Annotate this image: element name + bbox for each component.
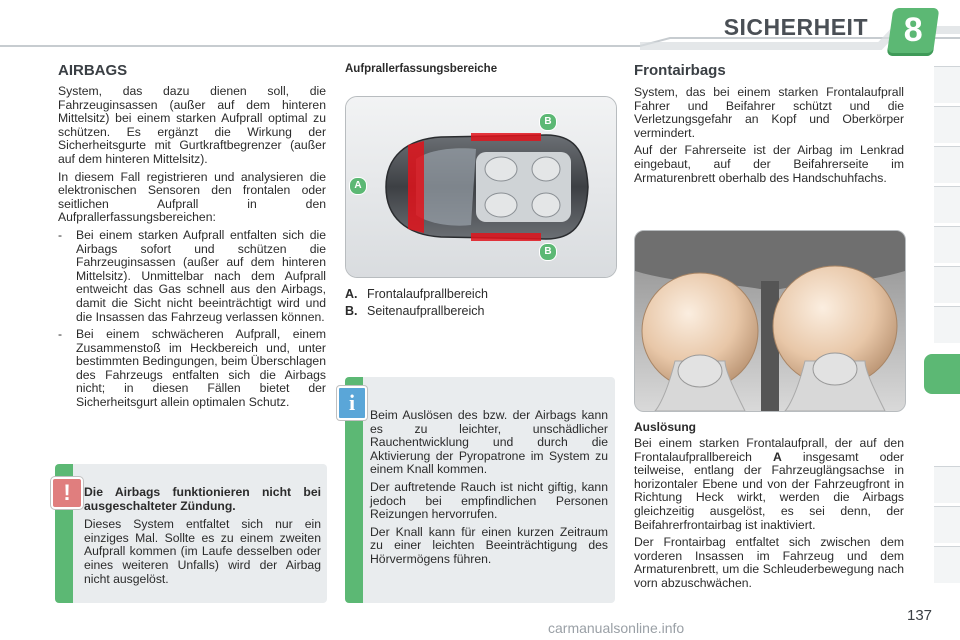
legend-label: Seitenaufprallbereich bbox=[367, 304, 485, 318]
info-text bbox=[370, 409, 608, 571]
zone-label-a: A bbox=[349, 177, 367, 195]
chapter-tab-active[interactable] bbox=[924, 354, 960, 394]
trigger-text-b: insgesamt oder teilweise, entlang der Fahrzeuglängsachse in horizontaler Ebene und von der Fahrzeugfront in Richtung Heck wirkt, werden die Airbags gleichzeitig ausgelöst, es sei denn, der Beifahrerfrontairbag ist inaktiviert. bbox=[634, 449, 904, 532]
trigger-heading: Auslösung bbox=[634, 420, 696, 434]
airbags-para2: In diesem Fall registrieren und analysieren die elektronischen Sensoren den frontalen oder seitlichen Aufprall in den Aufprallerfassungsbereichen: bbox=[58, 169, 326, 225]
info-para: Der auftretende Rauch ist nicht giftig, kann jedoch bei empfindlichen Personen Reizungen hervorrufen. bbox=[370, 479, 608, 522]
trigger-text-a: Bei einem starken Frontalaufprall, der auf den Frontalaufprallbereich bbox=[634, 436, 904, 464]
info-para: Der Knall kann für einen kurzen Zeitraum zu einer leichten Beeinträchtigung des Hörvermögens führen. bbox=[370, 524, 608, 566]
exclamation-icon: ! bbox=[51, 477, 83, 509]
frontairbags-para: Auf der Fahrerseite ist der Airbag im Lenkrad eingebaut, auf der Beifahrerseite im Armaturenbrett oberhalb des Handschuhfachs. bbox=[634, 143, 904, 185]
page-number: 137 bbox=[907, 607, 933, 624]
info-icon: i bbox=[337, 386, 367, 420]
chapter-badge[interactable] bbox=[887, 8, 940, 56]
chapter-title: SICHERHEIT bbox=[723, 14, 868, 40]
list-item bbox=[58, 229, 326, 324]
chapter-tab[interactable] bbox=[934, 186, 960, 223]
trigger-zone-key: A bbox=[773, 449, 782, 464]
zones-legend bbox=[345, 286, 615, 320]
list-item bbox=[58, 328, 326, 410]
legend-label: Frontalaufprallbereich bbox=[367, 287, 488, 301]
airbag-deployment-illustration bbox=[634, 230, 906, 412]
zone-label-b: B bbox=[539, 243, 557, 261]
chapter-tab[interactable] bbox=[934, 266, 960, 303]
list-dash: - bbox=[58, 327, 63, 342]
warning-text bbox=[84, 486, 321, 586]
chapter-tab[interactable] bbox=[934, 66, 960, 103]
zone-label-b: B bbox=[539, 113, 557, 131]
trigger-para: Der Frontairbag entfaltet sich zwischen dem vorderen Insassen im Fahrzeug und dem Armaturenbrett, um die Schleuderbewegung nach vorn abzuschwächen. bbox=[634, 535, 904, 590]
info-para: Beim Auslösen des bzw. der Airbags kann es zu leichter, unschädlicher Rauchentwicklung und durch die Aktivierung der Pyropatrone im System zu einem Knall kommen. bbox=[370, 408, 608, 477]
airbags-body bbox=[58, 85, 326, 414]
bullet-text: Bei einem starken Aufprall entfalten sich die Airbags sofort und schützen die Fahrzeuginsassen (außer auf dem hinteren Mittelsitz). Unmittelbar nach dem Aufprall entweicht das Gas schnell aus den Airbags, damit die Sicht nicht beeinträchtigt wird und die Insassen das Fahrzeug verlassen können. bbox=[76, 227, 326, 324]
warning-title: Die Airbags funktionieren nicht bei ausgeschalteter Zündung. bbox=[84, 485, 321, 513]
chapter-tab[interactable] bbox=[934, 226, 960, 263]
section-heading-zones: Aufprallerfassungsbereiche bbox=[345, 63, 498, 75]
chapter-tabs bbox=[934, 66, 960, 576]
trigger-body bbox=[634, 437, 904, 595]
impact-zones-diagram bbox=[345, 96, 617, 278]
trigger-para bbox=[634, 437, 904, 532]
legend-row bbox=[345, 303, 615, 320]
chapter-tab[interactable] bbox=[934, 106, 960, 143]
chapter-number: 8 bbox=[903, 11, 923, 49]
frontairbags-body bbox=[634, 86, 904, 189]
chapter-tab[interactable] bbox=[934, 466, 960, 503]
legend-key: A. bbox=[345, 287, 358, 301]
section-heading-frontairbags: Frontairbags bbox=[634, 62, 726, 79]
warning-body: Dieses System entfaltet sich nur ein einziges Mal. Sollte es zu einem zweiten Aufprall kommen (im Laufe desselben oder eines weiteren Unfalls) wird der Airbag nicht ausgelöst. bbox=[84, 517, 321, 586]
bullet-text: Bei einem schwächeren Aufprall, einem Zusammenstoß im Heckbereich und, unter bestimmten Bedingungen, beim Überschlagen des Fahrzeugs entfalten sich die Airbags nicht; in diesen Fällen bietet der Sicherheitsgurt allein optimalen Schutz. bbox=[76, 327, 326, 410]
chapter-tab[interactable] bbox=[934, 146, 960, 183]
chapter-tab[interactable] bbox=[934, 506, 960, 543]
airbags-intro: System, das dazu dienen soll, die Fahrzeuginsassen (außer auf dem hinteren Mittelsitz) bei einem starken Aufprall optimal zu schützen. Es ergänzt die Wirkung der Sicherheitsgurte mit Gurtkraftbegrenzer (außer auf dem hinteren Mittelsitz). bbox=[58, 84, 326, 166]
legend-row bbox=[345, 286, 615, 303]
chapter-tab[interactable] bbox=[934, 546, 960, 583]
section-heading-airbags: AIRBAGS bbox=[58, 62, 128, 79]
chapter-tab[interactable] bbox=[934, 306, 960, 343]
legend-key: B. bbox=[345, 304, 358, 318]
list-dash: - bbox=[58, 227, 63, 242]
watermark: carmanualsonline.info bbox=[548, 620, 685, 636]
frontairbags-para: System, das bei einem starken Frontalaufprall Fahrer und Beifahrer schützt und die Verletzungsgefahr an Kopf und Oberkörper vermindert. bbox=[634, 85, 904, 140]
